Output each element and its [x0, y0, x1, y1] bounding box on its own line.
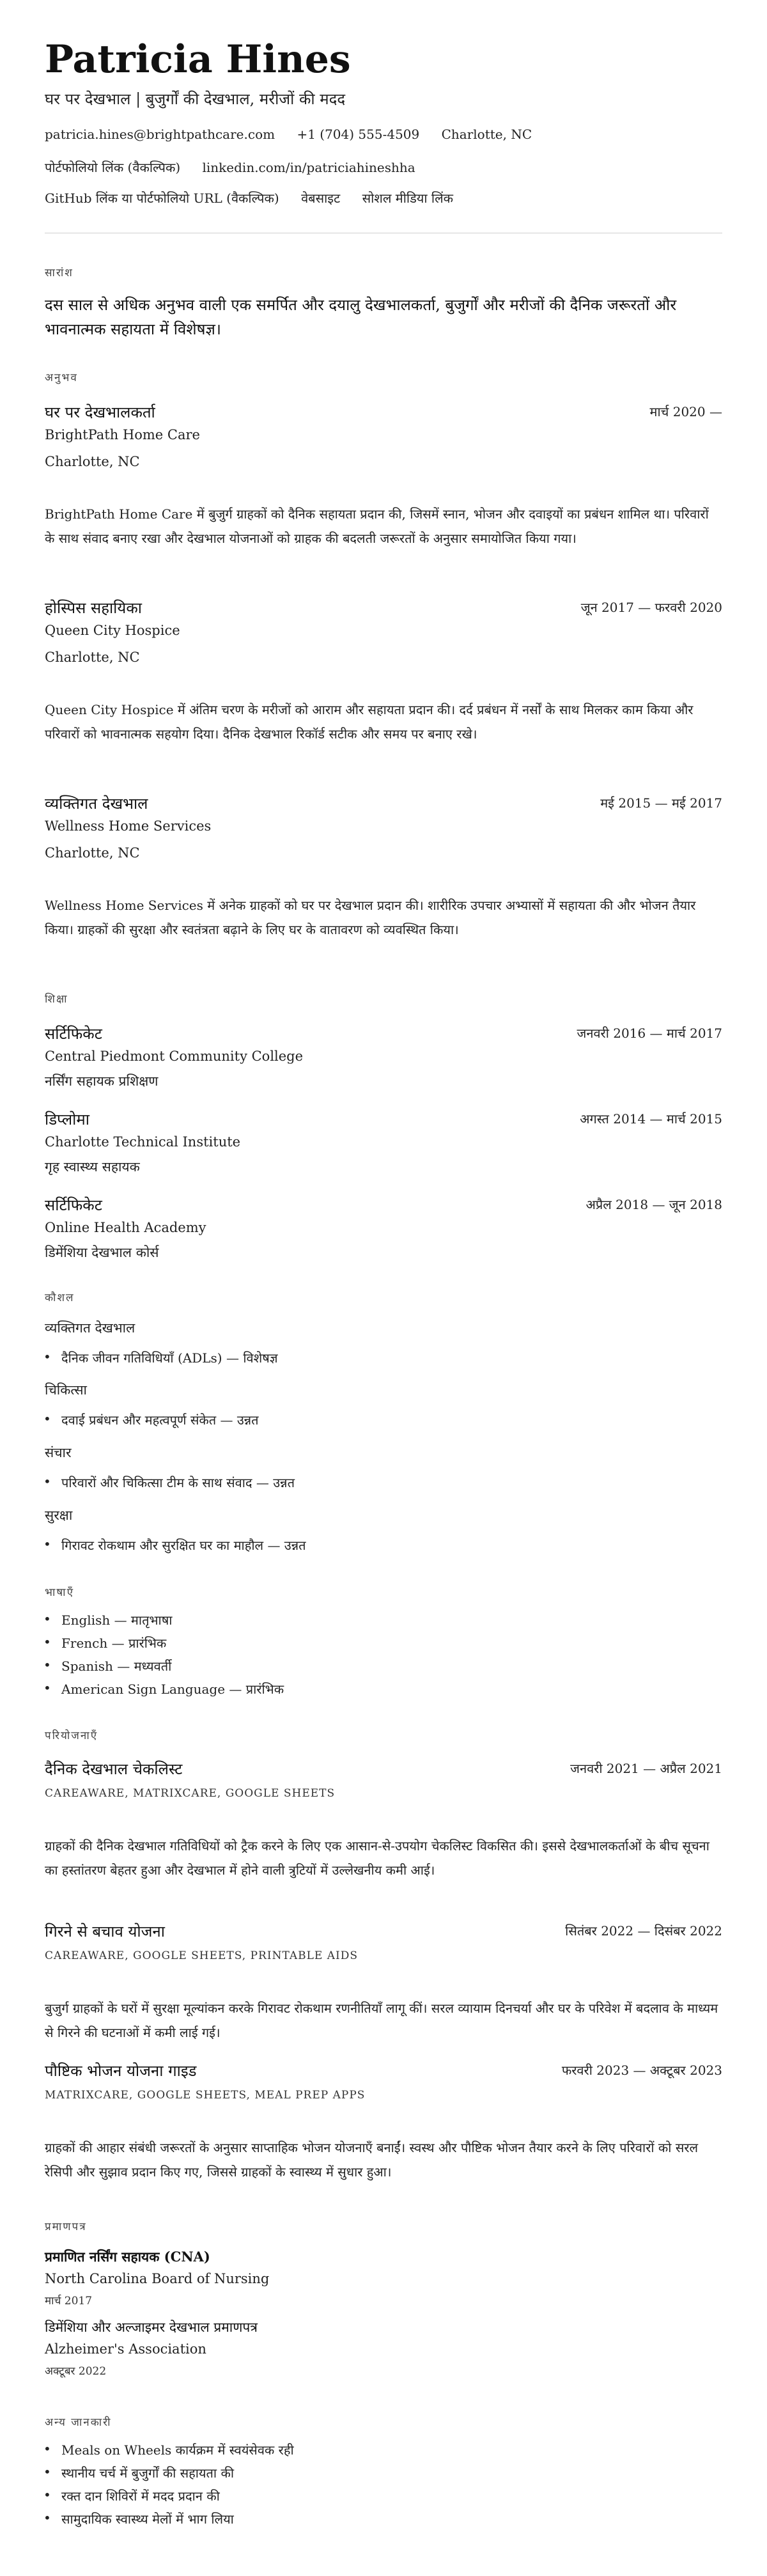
project-title: दैनिक देखभाल चेकलिस्ट — [45, 1760, 183, 1778]
field-of-study: गृह स्वास्थ्य सहायक — [45, 1159, 140, 1175]
certification-name: डिमेंशिया और अल्जाइमर देखभाल प्रमाणपत्र — [45, 2320, 258, 2335]
certification-date: अक्टूबर 2022 — [45, 2365, 107, 2378]
section-title-volunteer: अन्य जानकारी — [45, 2416, 112, 2429]
linkedin-link[interactable]: linkedin.com/in/patriciahineshha — [202, 160, 415, 175]
volunteer-item: • रक्त दान शिविरों में मदद प्रदान की — [61, 2487, 220, 2504]
certification-date: मार्च 2017 — [45, 2295, 93, 2307]
project-title: पौष्टिक भोजन योजना गाइड — [45, 2062, 197, 2080]
portfolio-link[interactable]: पोर्टफोलियो लिंक (वैकल्पिक) — [45, 160, 181, 175]
project-date: सितंबर 2022 — दिसंबर 2022 — [565, 1923, 722, 1939]
skill-item: • गिरावट रोकथाम और सुरक्षित घर का माहौल — उन्नत — [61, 1536, 306, 1554]
project-description: ग्राहकों की दैनिक देखभाल गतिविधियों को ट्रैक करने के लिए एक आसान-से-उपयोग चेकलिस्ट विकसित की। इससे देखभालकर्ताओं के बीच सूचना का हस्तांतरण बेहतर हुआ और देखभाल में होने वाली त्रुटियों में उल्लेखनीय कमी आई। — [45, 1838, 709, 1878]
skill-item: • परिवारों और चिकित्सा टीम के साथ संवाद — उन्नत — [61, 1474, 295, 1491]
field-of-study: डिमेंशिया देखभाल कोर्स — [45, 1245, 159, 1260]
job-title: होस्पिस सहायिका — [45, 599, 142, 617]
project-date: फरवरी 2023 — अक्टूबर 2023 — [561, 2063, 722, 2078]
extra-links-line — [45, 189, 471, 207]
section-title-languages: भाषाएँ — [45, 1586, 74, 1599]
skill-item: • दवाई प्रबंधन और महत्वपूर्ण संकेत — उन्नत — [61, 1411, 259, 1428]
section-title-certifications: प्रमाणपत्र — [45, 2221, 87, 2233]
job-title: व्यक्तिगत देखभाल — [45, 795, 148, 813]
job-title: घर पर देखभालकर्ता — [45, 403, 155, 421]
project-tools: CAREAWARE, GOOGLE SHEETS, PRINTABLE AIDS — [45, 1949, 358, 1962]
skill-item: • दैनिक जीवन गतिविधियाँ (ADLs) — विशेषज्ञ — [61, 1349, 278, 1366]
certification-issuer: Alzheimer's Association — [45, 2341, 206, 2357]
github-link[interactable]: GitHub लिंक या पोर्टफोलियो URL (वैकल्पिक) — [45, 191, 279, 206]
certification-issuer: North Carolina Board of Nursing — [45, 2271, 270, 2286]
project-description: ग्राहकों की आहार संबंधी जरूरतों के अनुसार साप्ताहिक भोजन योजनाएँ बनाईं। स्वस्थ और पौष्टिक भोजन तैयार करने के लिए परिवारों को सरल रेसिपी और सुझाव प्रदान किए गए, जिससे ग्राहकों के स्वास्थ्य में सुधार हुआ। — [45, 2140, 699, 2180]
school-name: Online Health Academy — [45, 1220, 206, 1235]
job-location: Charlotte, NC — [45, 454, 140, 469]
phone-number: +1 (704) 555-4509 — [297, 127, 420, 142]
job-date: जून 2017 — फरवरी 2020 — [580, 600, 722, 615]
volunteer-item: • स्थानीय चर्च में बुजुर्गों की सहायता की — [61, 2464, 234, 2481]
section-title-skills: कौशल — [45, 1292, 75, 1304]
project-description: बुजुर्ग ग्राहकों के घरों में सुरक्षा मूल्यांकन करके गिरावट रोकथाम रणनीतियाँ लागू कीं। सरल व्यायाम दिनचर्या और घर के परिवेश में बदलाव के माध्यम से गिरने की घटनाओं में कमी लाई गई। — [45, 2001, 718, 2040]
job-description: Wellness Home Services में अनेक ग्राहकों को घर पर देखभाल प्रदान की। शारीरिक उपचार अभ्यासों में सहायता की और भोजन तैयार किया। ग्राहकों की सुरक्षा और स्वतंत्रता बढ़ाने के लिए घर के वातावरण को व्यवस्थित किया। — [45, 898, 696, 937]
degree-title: सर्टिफिकेट — [45, 1196, 102, 1214]
section-title-summary: सारांश — [45, 267, 74, 279]
degree-title: डिप्लोमा — [45, 1111, 89, 1128]
job-company: BrightPath Home Care — [45, 427, 200, 442]
social-link[interactable]: सोशल मीडिया लिंक — [362, 191, 454, 206]
volunteer-item: • सामुदायिक स्वास्थ्य मेलों में भाग लिया — [61, 2510, 234, 2527]
education-date: अगस्त 2014 — मार्च 2015 — [580, 1111, 722, 1127]
summary-text: दस साल से अधिक अनुभव वाली एक समर्पित और दयालु देखभालकर्ता, बुजुर्गों और मरीजों की दैनिक जरूरतों और भावनात्मक सहायता में विशेषज्ञ। — [45, 296, 677, 338]
email-link[interactable]: patricia.hines@brightpathcare.com — [45, 127, 275, 142]
school-name: Central Piedmont Community College — [45, 1049, 304, 1064]
school-name: Charlotte Technical Institute — [45, 1134, 241, 1150]
links-line — [45, 159, 433, 176]
project-date: जनवरी 2021 — अप्रैल 2021 — [570, 1761, 722, 1776]
field-of-study: नर्सिंग सहायक प्रशिक्षण — [45, 1073, 159, 1089]
project-tools: CAREAWARE, MATRIXCARE, GOOGLE SHEETS — [45, 1787, 336, 1800]
skill-category: चिकित्सा — [45, 1382, 87, 1398]
project-tools: MATRIXCARE, GOOGLE SHEETS, MEAL PREP APPS — [45, 2089, 366, 2102]
skill-category: सुरक्षा — [45, 1508, 73, 1523]
section-title-projects: परियोजनाएँ — [45, 1729, 98, 1742]
certification-name: प्रमाणित नर्सिंग सहायक (CNA) — [45, 2249, 210, 2265]
skill-category: व्यक्तिगत देखभाल — [45, 1320, 136, 1336]
location: Charlotte, NC — [441, 127, 532, 142]
candidate-name: Patricia Hines — [45, 37, 351, 82]
job-location: Charlotte, NC — [45, 650, 140, 665]
language-item: • Spanish — मध्यवर्ती — [61, 1657, 171, 1674]
volunteer-item: • Meals on Wheels कार्यक्रम में स्वयंसेवक रही — [61, 2441, 294, 2458]
language-item: • English — मातृभाषा — [61, 1611, 172, 1628]
section-title-experience: अनुभव — [45, 371, 78, 384]
contact-line — [45, 127, 550, 142]
job-description: BrightPath Home Care में बुजुर्ग ग्राहकों को दैनिक सहायता प्रदान की, जिसमें स्नान, भोजन और दवाइयों का प्रबंधन शामिल था। परिवारों के साथ संवाद बनाए रखा और देखभाल योजनाओं को ग्राहक की बदलती जरूरतों के अनुसार समायोजित किया गया। — [45, 506, 709, 546]
language-item: • American Sign Language — प्रारंभिक — [61, 1680, 284, 1698]
candidate-headline: घर पर देखभाल | बुजुर्गों की देखभाल, मरीजों की मदद — [45, 90, 346, 108]
job-location: Charlotte, NC — [45, 845, 140, 861]
language-item: • French — प्रारंभिक — [61, 1634, 166, 1651]
job-date: मई 2015 — मई 2017 — [600, 795, 722, 811]
job-company: Wellness Home Services — [45, 818, 212, 834]
section-title-education: शिक्षा — [45, 993, 68, 1006]
job-company: Queen City Hospice — [45, 623, 180, 638]
education-date: जनवरी 2016 — मार्च 2017 — [577, 1026, 722, 1041]
education-date: अप्रैल 2018 — जून 2018 — [585, 1197, 722, 1212]
degree-title: सर्टिफिकेट — [45, 1025, 102, 1043]
project-title: गिरने से बचाव योजना — [45, 1923, 165, 1940]
job-date: मार्च 2020 — — [649, 404, 722, 419]
job-description: Queen City Hospice में अंतिम चरण के मरीजों को आराम और सहायता प्रदान की। दर्द प्रबंधन में नर्सों के साथ मिलकर काम किया और परिवारों को भावनात्मक सहयोग दिया। दैनिक देखभाल रिकॉर्ड सटीक और समय पर बनाए रखे। — [45, 702, 693, 742]
skill-category: संचार — [45, 1445, 72, 1460]
website-link[interactable]: वेबसाइट — [301, 191, 341, 206]
